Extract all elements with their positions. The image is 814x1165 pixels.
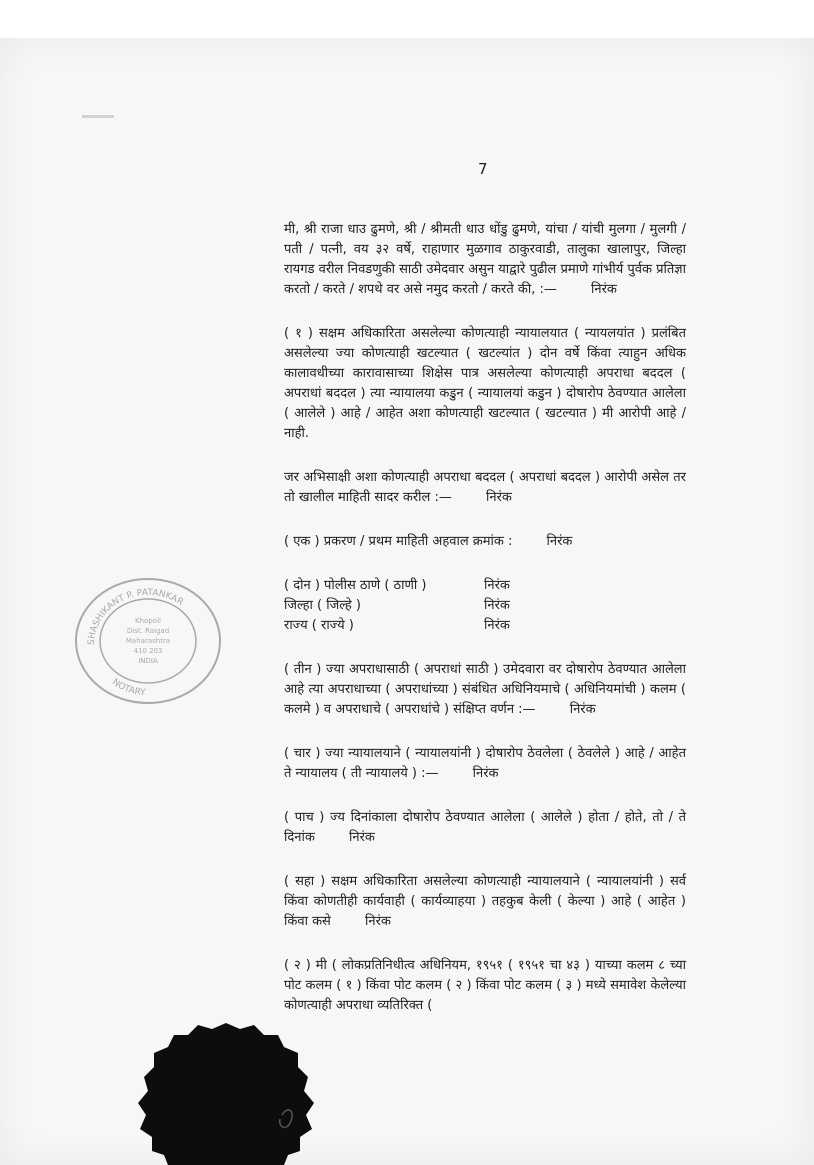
item-char-value: निरंक (472, 766, 499, 781)
item-don-label-district: जिल्हा ( जिल्हे ) (284, 598, 361, 613)
intro-text: मी, श्री राजा धाउ ढुमणे, श्री / श्रीमती धाउ धोंडु ढुमणे, यांचा / यांची मुलगा / मुलगी / पती / पत्नी, वय ३२ वर्षे, राहाणार मुळगाव ठाकुरवाडी, तालुका खालापुर, जिल्हा रायगड वरील निवडणुकी साठी उमेदवार असुन याद्वारे पुढील प्रमाणे गांभीर्य पुर्वक प्रतिज्ञा करतो / करते / शपथे वर असे नमुद करतो / करते की, :— (284, 222, 687, 297)
paragraph-2-text: जर अभिसाक्षी अशा कोणत्याही अपराधा बददल ( अपराधां बददल ) आरोपी असेल तर तो खालील माहिती सादर करील :— (284, 470, 686, 505)
item-saha-text: ( सहा ) सक्षम अधिकारिता असलेल्या कोणत्याही न्यायालयाने ( न्यायालयांनी ) सर्व किंवा कोणतीही कार्यवाही ( कार्यव्याहया ) तहकुब केली ( केल्या ) आहे ( आहेत ) किंवा कसे (284, 874, 686, 929)
notary-stamp-icon (72, 575, 224, 705)
stamp-pin: 410 203 (133, 647, 163, 655)
item-teen-value: निरंक (569, 702, 596, 717)
scanner-top-margin (0, 0, 814, 38)
intro-value: निरंक (591, 282, 617, 297)
item-don-value-district: निरंक (484, 598, 510, 613)
item-pach-value: निरंक (348, 830, 375, 845)
paragraph-1: ( १ ) सक्षम अधिकारिता असलेल्या कोणत्याही न्यायालयात ( न्यायलयांत ) प्रलंबित असलेल्या ज्या कोणत्याही खटल्यात ( खटल्यांत ) दोन वर्षे किंवा त्याहुन अधिक कालावधीच्या कारावासाच्या शिक्षेस पात्र असलेल्या कोणत्याही अपराधा बददल ( अपराधां बददल ) त्या न्यायालया कडुन ( न्यायालयां कडुन ) दोषारोप ठेवण्यात आलेला ( आलेले ) आहे / आहेत अशा कोणत्याही खटल्यात ( खटल्यात ) मी आरोपी आहे / नाही. (284, 326, 686, 441)
stamp-country: INDIA (138, 657, 158, 665)
item-saha-value: निरंक (365, 914, 391, 929)
item-char-text: ( चार ) ज्या न्यायालयाने ( न्यायालयांनी ) दोषारोप ठेवलेला ( ठेवलेले ) आहे / आहेत ते न्यायालय ( ती न्यायालये ) :— (284, 746, 686, 781)
stamp-title: NOTARY (110, 677, 146, 699)
stamp-state: Maharashtra (125, 637, 171, 645)
paragraph-2 (284, 468, 686, 508)
item-don-label-police: ( दोन ) पोलीस ठाणे ( ठाणी ) (284, 578, 427, 593)
item-don-value-state: निरंक (484, 618, 510, 633)
embossed-seal-icon (128, 1015, 324, 1165)
item-teen (284, 660, 686, 720)
item-don-label-state: राज्य ( राज्ये ) (284, 618, 354, 633)
item-char (284, 744, 686, 784)
intro-paragraph (284, 220, 686, 300)
item-teen-text: ( तीन ) ज्या अपराधासाठी ( अपराधां साठी ) उमेदवारा वर दोषारोप ठेवण्यात आलेला आहे त्या अपराधाच्या ( अपराधांच्या ) संबंधित अधिनियमाचे ( अधिनियमांची ) कलम ( कलमे ) व अपराधाचे ( अपराधांचे ) संक्षिप्त वर्णन :— (284, 662, 686, 717)
item-pach-text: ( पाच ) ज्य दिनांकाला दोषारोप ठेवण्यात आलेला ( आलेले ) होता / होते, तो / ते दिनांक (284, 810, 686, 845)
affidavit-body (284, 220, 686, 1016)
stamp-place: Khopoli (135, 617, 161, 625)
item-pach (284, 808, 686, 848)
item-ek-value: निरंक (546, 534, 573, 549)
page-number: 7 (478, 160, 488, 178)
item-saha (284, 872, 686, 932)
scan-artifact (82, 115, 114, 118)
paragraph-3: ( २ ) मी ( लोकप्रतिनिधीत्व अधिनियम, १९५१ ( १९५१ चा ४३ ) याच्या कलम ८ च्या पोट कलम ( १ ) किंवा पोट कलम ( २ ) किंवा पोट कलम ( ३ ) मध्ये समावेश केलेल्या कोणत्याही अपराधा व्यतिरिक्त ( (284, 958, 686, 1013)
item-ek (284, 532, 686, 552)
paragraph-2-value: निरंक (486, 490, 512, 505)
item-ek-label: ( एक ) प्रकरण / प्रथम माहिती अहवाल क्रमांक : (284, 534, 513, 549)
item-don-value-police: निरंक (484, 578, 510, 593)
stamp-name: SHASHIKANT P. PATANKAR (86, 587, 185, 646)
stamp-district: Dist. Raigad (126, 627, 170, 635)
item-don-row (284, 576, 686, 636)
